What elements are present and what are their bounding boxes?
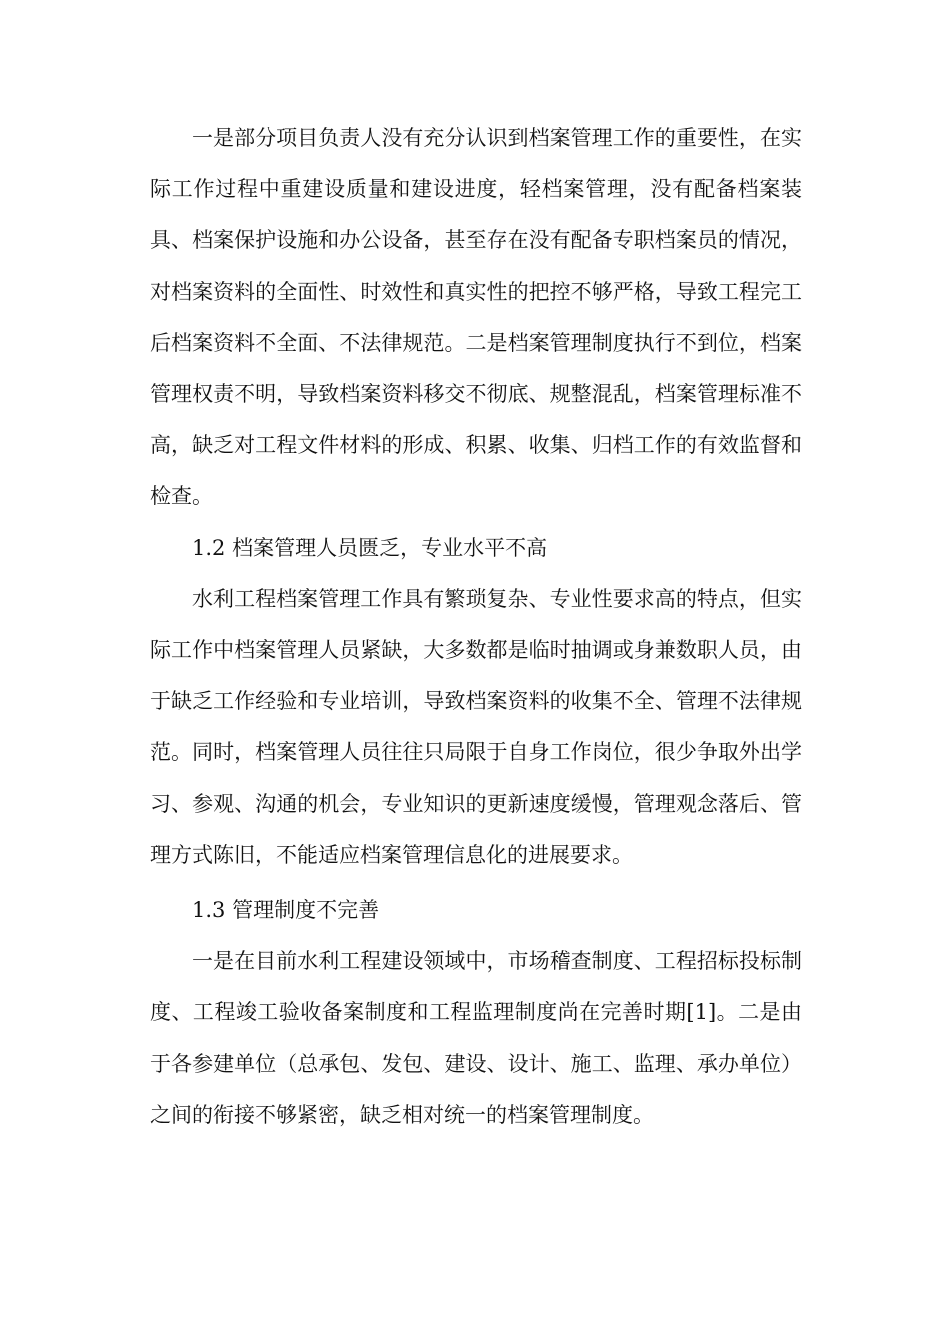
document-body xyxy=(150,113,802,1141)
section-heading-1-3: 1.3 管理制度不完善 xyxy=(192,898,380,923)
paragraph-management-system: 一是在目前水利工程建设领域中，市场稽查制度、工程招标投标制度、工程竣工验收备案制度和工程监理制度尚在完善时期[1]。二是由于各参建单位（总承包、发包、建设、设计、施工、监理、承办单位）之间的衔接不够紧密，缺乏相对统一的档案管理制度。 xyxy=(150,949,802,1127)
section-heading-1-2: 1.2 档案管理人员匮乏，专业水平不高 xyxy=(192,535,548,560)
paragraph-problems-responsibility: 一是部分项目负责人没有充分认识到档案管理工作的重要性，在实际工作过程中重建设质量和建设进度，轻档案管理，没有配备档案装具、档案保护设施和办公设备，甚至存在没有配备专职档案员的情况，对档案资料的全面性、时效性和真实性的把控不够严格，导致工程完工后档案资料不全面、不法律规范。二是档案管理制度执行不到位，档案管理权责不明，导致档案资料移交不彻底、规整混乱，档案管理标准不高，缺乏对工程文件材料的形成、积累、收集、归档工作的有效监督和检查。 xyxy=(150,126,802,509)
paragraph-staff-shortage: 水利工程档案管理工作具有繁琐复杂、专业性要求高的特点，但实际工作中档案管理人员紧缺，大多数都是临时抽调或身兼数职人员，由于缺乏工作经验和专业培训，导致档案资料的收集不全、管理不法律规范。同时，档案管理人员往往只局限于自身工作岗位，很少争取外出学习、参观、沟通的机会，专业知识的更新速度缓慢，管理观念落后、管理方式陈旧，不能适应档案管理信息化的进展要求。 xyxy=(150,586,802,867)
